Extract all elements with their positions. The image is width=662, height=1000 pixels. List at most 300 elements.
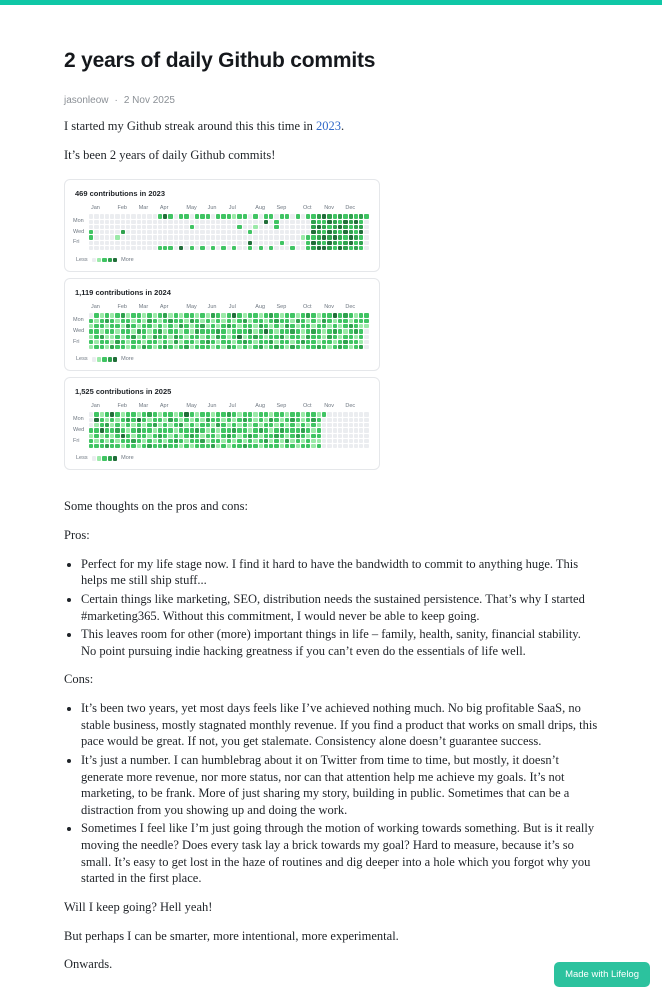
contribution-cell — [322, 313, 326, 317]
contribution-cell — [110, 428, 114, 432]
contribution-cell — [115, 225, 119, 229]
contribution-cell — [274, 313, 278, 317]
contribution-cell — [121, 434, 125, 438]
contribution-cell — [248, 324, 252, 328]
month-label: Jun — [207, 403, 217, 410]
contribution-cell — [322, 345, 326, 349]
contribution-cell — [206, 313, 210, 317]
contribution-cell — [89, 230, 93, 234]
contribution-cell — [94, 439, 98, 443]
contribution-cell — [94, 313, 98, 317]
made-with-lifelog-button[interactable]: Made with Lifelog — [554, 962, 650, 987]
legend-more-label: More — [121, 356, 134, 363]
contribution-cell — [126, 340, 130, 344]
contribution-cell — [322, 230, 326, 234]
contribution-cell — [100, 313, 104, 317]
contribution-cell — [115, 313, 119, 317]
contribution-cell — [131, 418, 135, 422]
contribution-cell — [269, 345, 273, 349]
contribution-cell — [259, 329, 263, 333]
contribution-cell — [274, 340, 278, 344]
contribution-cell — [269, 423, 273, 427]
contribution-cell — [274, 329, 278, 333]
contribution-cell — [200, 313, 204, 317]
contribution-cell — [158, 241, 162, 245]
contribution-cell — [211, 428, 215, 432]
contribution-cell — [343, 241, 347, 245]
contribution-cell — [364, 214, 368, 218]
week-column — [216, 313, 220, 349]
contribution-cell — [110, 319, 114, 323]
contribution-cell — [349, 428, 353, 432]
contribution-cell — [349, 329, 353, 333]
contribution-cell — [190, 324, 194, 328]
contribution-cell — [322, 423, 326, 427]
contribution-cell — [174, 241, 178, 245]
contribution-cell — [343, 220, 347, 224]
contribution-cell — [110, 412, 114, 416]
contribution-cell — [243, 340, 247, 344]
contribution-cell — [285, 335, 289, 339]
contribution-cell — [211, 319, 215, 323]
contribution-cell — [343, 428, 347, 432]
contribution-cell — [158, 428, 162, 432]
contribution-cell — [142, 235, 146, 239]
contribution-cell — [232, 235, 236, 239]
contribution-cell — [206, 235, 210, 239]
contribution-cell — [296, 428, 300, 432]
contribution-cell — [349, 418, 353, 422]
contribution-cell — [137, 246, 141, 250]
contribution-cell — [301, 319, 305, 323]
contribution-cell — [100, 444, 104, 448]
contribution-cell — [343, 230, 347, 234]
contribution-cell — [259, 324, 263, 328]
contribution-cell — [296, 220, 300, 224]
week-column — [306, 214, 310, 250]
day-label: Wed — [73, 228, 85, 235]
contribution-cell — [179, 241, 183, 245]
contribution-cell — [174, 434, 178, 438]
contribution-cell — [221, 246, 225, 250]
contribution-cell — [248, 241, 252, 245]
contribution-cell — [221, 230, 225, 234]
week-column — [285, 412, 289, 448]
contribution-cell — [100, 319, 104, 323]
contribution-cell — [179, 434, 183, 438]
contribution-cell — [100, 214, 104, 218]
contribution-cell — [153, 319, 157, 323]
contribution-cell — [327, 241, 331, 245]
contribution-cell — [163, 241, 167, 245]
contribution-cell — [153, 214, 157, 218]
contribution-cell — [285, 412, 289, 416]
contribution-cell — [153, 444, 157, 448]
contribution-cell — [89, 235, 93, 239]
week-column — [153, 412, 157, 448]
contribution-cell — [306, 418, 310, 422]
contribution-cell — [322, 434, 326, 438]
legend-level-cell — [92, 258, 96, 262]
week-column — [195, 313, 199, 349]
contribution-cell — [343, 418, 347, 422]
contribution-cell — [211, 340, 215, 344]
week-column — [227, 214, 231, 250]
contribution-cell — [174, 324, 178, 328]
contribution-cell — [168, 329, 172, 333]
month-label: Aug — [255, 403, 266, 410]
contribution-cell — [137, 220, 141, 224]
contribution-cell — [126, 329, 130, 333]
legend-level-cell — [113, 258, 117, 262]
contribution-cell — [200, 335, 204, 339]
week-column — [322, 313, 326, 349]
contribution-cell — [195, 235, 199, 239]
contribution-cell — [142, 444, 146, 448]
contribution-cell — [359, 423, 363, 427]
contribution-cell — [168, 246, 172, 250]
contribution-cell — [158, 313, 162, 317]
contribution-cell — [184, 423, 188, 427]
week-column — [126, 214, 130, 250]
contribution-cell — [137, 329, 141, 333]
week-column — [190, 412, 194, 448]
cons-heading: Cons: — [64, 672, 94, 687]
contribution-cell — [94, 412, 98, 416]
contribution-cell — [364, 418, 368, 422]
week-column — [131, 412, 135, 448]
contribution-cell — [232, 313, 236, 317]
contribution-cell — [290, 418, 294, 422]
contribution-cell — [274, 324, 278, 328]
contribution-cell — [280, 225, 284, 229]
contribution-cell — [216, 428, 220, 432]
contribution-cell — [126, 214, 130, 218]
contribution-cell — [349, 324, 353, 328]
contribution-cell — [142, 329, 146, 333]
contribution-cell — [253, 230, 257, 234]
week-column — [354, 412, 358, 448]
contribution-cell — [216, 434, 220, 438]
contribution-cell — [248, 329, 252, 333]
contribution-cell — [306, 434, 310, 438]
contribution-cell — [296, 423, 300, 427]
contribution-cell — [248, 444, 252, 448]
contribution-cell — [338, 324, 342, 328]
month-label: Apr — [159, 205, 169, 212]
contribution-cell — [349, 235, 353, 239]
contribution-cell — [301, 214, 305, 218]
contribution-cell — [121, 225, 125, 229]
post-date: 2 Nov 2025 — [123, 95, 175, 106]
contribution-cell — [290, 220, 294, 224]
contribution-cell — [243, 335, 247, 339]
week-column — [153, 214, 157, 250]
contribution-cell — [227, 428, 231, 432]
week-column — [349, 412, 353, 448]
contribution-cell — [243, 246, 247, 250]
week-column — [269, 412, 273, 448]
contribution-cell — [232, 423, 236, 427]
legend-level-cell — [108, 456, 112, 460]
contribution-cell — [195, 313, 199, 317]
month-label: Apr — [159, 304, 169, 311]
contribution-cell — [227, 340, 231, 344]
contribution-cell — [105, 423, 109, 427]
contribution-cell — [264, 345, 268, 349]
contribution-cell — [89, 329, 93, 333]
contribution-cell — [100, 246, 104, 250]
contribution-cell — [168, 313, 172, 317]
contribution-cell — [142, 335, 146, 339]
week-column — [232, 313, 236, 349]
contribution-cell — [296, 313, 300, 317]
contribution-cell — [105, 434, 109, 438]
contribution-cell — [174, 340, 178, 344]
contribution-cell — [243, 241, 247, 245]
contribution-cell — [333, 319, 337, 323]
contribution-cell — [227, 225, 231, 229]
contribution-cell — [221, 319, 225, 323]
contribution-cell — [243, 423, 247, 427]
contribution-cell — [184, 230, 188, 234]
week-column — [243, 412, 247, 448]
week-column — [105, 313, 109, 349]
contribution-cell — [317, 418, 321, 422]
contribution-cell — [147, 412, 151, 416]
contribution-cell — [333, 246, 337, 250]
week-column — [311, 214, 315, 250]
week-column — [94, 214, 98, 250]
contribution-cell — [153, 335, 157, 339]
contribution-cell — [248, 220, 252, 224]
contribution-cell — [253, 214, 257, 218]
contribution-cell — [280, 329, 284, 333]
week-column — [349, 214, 353, 250]
contribution-cell — [174, 345, 178, 349]
contribution-cell — [280, 439, 284, 443]
contribution-cell — [306, 220, 310, 224]
contribution-cell — [311, 340, 315, 344]
contribution-count-heading: 1,525 contributions in 2025 — [75, 387, 172, 397]
contribution-cell — [195, 335, 199, 339]
contribution-cell — [131, 235, 135, 239]
contribution-cell — [179, 418, 183, 422]
contribution-cell — [100, 235, 104, 239]
contribution-cell — [153, 439, 157, 443]
contribution-cell — [121, 324, 125, 328]
contribution-cell — [359, 230, 363, 234]
contribution-cell — [243, 324, 247, 328]
contribution-cell — [343, 345, 347, 349]
contribution-cell — [105, 428, 109, 432]
contribution-cell — [89, 225, 93, 229]
contribution-cell — [317, 235, 321, 239]
contribution-cell — [280, 428, 284, 432]
week-column — [290, 214, 294, 250]
contribution-cell — [153, 329, 157, 333]
week-column — [216, 412, 220, 448]
contribution-cell — [259, 418, 263, 422]
contribution-cell — [311, 444, 315, 448]
contribution-cell — [94, 230, 98, 234]
week-column — [200, 412, 204, 448]
contribution-cell — [248, 412, 252, 416]
contribution-cell — [259, 335, 263, 339]
contribution-cell — [327, 428, 331, 432]
contribution-cell — [243, 434, 247, 438]
contribution-cell — [158, 439, 162, 443]
contribution-cell — [216, 444, 220, 448]
contribution-cell — [168, 423, 172, 427]
contribution-cell — [269, 340, 273, 344]
contribution-cell — [327, 418, 331, 422]
contribution-cell — [100, 428, 104, 432]
contribution-cell — [216, 230, 220, 234]
contribution-cell — [322, 235, 326, 239]
contribution-cell — [354, 340, 358, 344]
week-column — [333, 412, 337, 448]
contribution-cell — [237, 335, 241, 339]
contribution-cell — [317, 319, 321, 323]
contribution-cell — [280, 230, 284, 234]
contribution-cell — [142, 423, 146, 427]
contribution-cell — [243, 444, 247, 448]
contribution-cell — [158, 235, 162, 239]
contribution-cell — [354, 418, 358, 422]
contribution-cell — [137, 428, 141, 432]
contribution-cell — [137, 418, 141, 422]
week-column — [338, 313, 342, 349]
contribution-cell — [126, 434, 130, 438]
contribution-cell — [142, 241, 146, 245]
contribution-cell — [227, 313, 231, 317]
week-column — [259, 313, 263, 349]
contribution-cell — [237, 241, 241, 245]
contribution-cell — [285, 439, 289, 443]
contribution-cell — [359, 246, 363, 250]
contribution-cell — [306, 340, 310, 344]
contribution-cell — [110, 241, 114, 245]
contribution-cell — [349, 345, 353, 349]
contribution-cell — [243, 225, 247, 229]
legend-level-cell — [102, 357, 106, 361]
contribution-cell — [317, 423, 321, 427]
contribution-cell — [232, 246, 236, 250]
contribution-cell — [137, 412, 141, 416]
contribution-cell — [280, 324, 284, 328]
contribution-cell — [359, 335, 363, 339]
day-label: Wed — [73, 427, 85, 433]
contribution-cell — [290, 434, 294, 438]
contribution-cell — [168, 418, 172, 422]
contribution-cell — [126, 324, 130, 328]
month-label: Dec — [345, 403, 356, 410]
contribution-cell — [174, 220, 178, 224]
contribution-cell — [142, 214, 146, 218]
contribution-cell — [200, 235, 204, 239]
contribution-cell — [179, 324, 183, 328]
contribution-cell — [184, 439, 188, 443]
contribution-cell — [280, 434, 284, 438]
contribution-cell — [264, 220, 268, 224]
year-2023-link[interactable]: 2023 — [316, 119, 342, 133]
month-label: Sep — [276, 304, 287, 311]
contribution-cell — [269, 230, 273, 234]
contribution-cell — [94, 214, 98, 218]
week-column — [200, 214, 204, 250]
contribution-cell — [89, 428, 93, 432]
contribution-cell — [354, 428, 358, 432]
legend-level-cell — [92, 357, 96, 361]
week-column — [115, 412, 119, 448]
contribution-cell — [211, 418, 215, 422]
contribution-cell — [168, 434, 172, 438]
contribution-cell — [349, 220, 353, 224]
contribution-cell — [322, 225, 326, 229]
contribution-cell — [168, 225, 172, 229]
contribution-cell — [105, 329, 109, 333]
contribution-cell — [338, 428, 342, 432]
contribution-cell — [243, 345, 247, 349]
byline-separator: · — [114, 95, 118, 106]
contribution-cell — [248, 423, 252, 427]
week-column — [285, 313, 289, 349]
byline — [64, 95, 598, 106]
contribution-cell — [153, 235, 157, 239]
contribution-cell — [216, 340, 220, 344]
contribution-cell — [338, 241, 342, 245]
contribution-cell — [142, 220, 146, 224]
month-label: Feb — [117, 403, 127, 410]
contribution-cell — [221, 235, 225, 239]
contribution-cell — [301, 246, 305, 250]
contribution-cell — [110, 340, 114, 344]
contribution-cell — [184, 225, 188, 229]
pros-list — [64, 556, 598, 660]
contribution-cell — [147, 214, 151, 218]
contribution-cell — [94, 241, 98, 245]
legend-level-cell — [113, 357, 117, 361]
contribution-cell — [253, 434, 257, 438]
contribution-cell — [121, 423, 125, 427]
contribution-cell — [147, 423, 151, 427]
contribution-cell — [343, 313, 347, 317]
contribution-cell — [142, 434, 146, 438]
contribution-cell — [364, 428, 368, 432]
contribution-cell — [221, 313, 225, 317]
contribution-cell — [200, 340, 204, 344]
week-column — [221, 313, 225, 349]
contribution-cell — [296, 319, 300, 323]
contribution-cell — [184, 319, 188, 323]
contribution-cell — [269, 329, 273, 333]
contribution-cell — [206, 324, 210, 328]
contribution-cell — [306, 319, 310, 323]
contribution-cell — [121, 340, 125, 344]
contribution-cell — [338, 230, 342, 234]
contribution-cell — [158, 214, 162, 218]
contribution-cell — [221, 434, 225, 438]
contribution-cell — [227, 412, 231, 416]
contribution-cell — [158, 230, 162, 234]
contribution-cell — [264, 324, 268, 328]
week-column — [131, 214, 135, 250]
contribution-cell — [253, 340, 257, 344]
contribution-cell — [115, 434, 119, 438]
contribution-cell — [126, 444, 130, 448]
contribution-cell — [115, 214, 119, 218]
